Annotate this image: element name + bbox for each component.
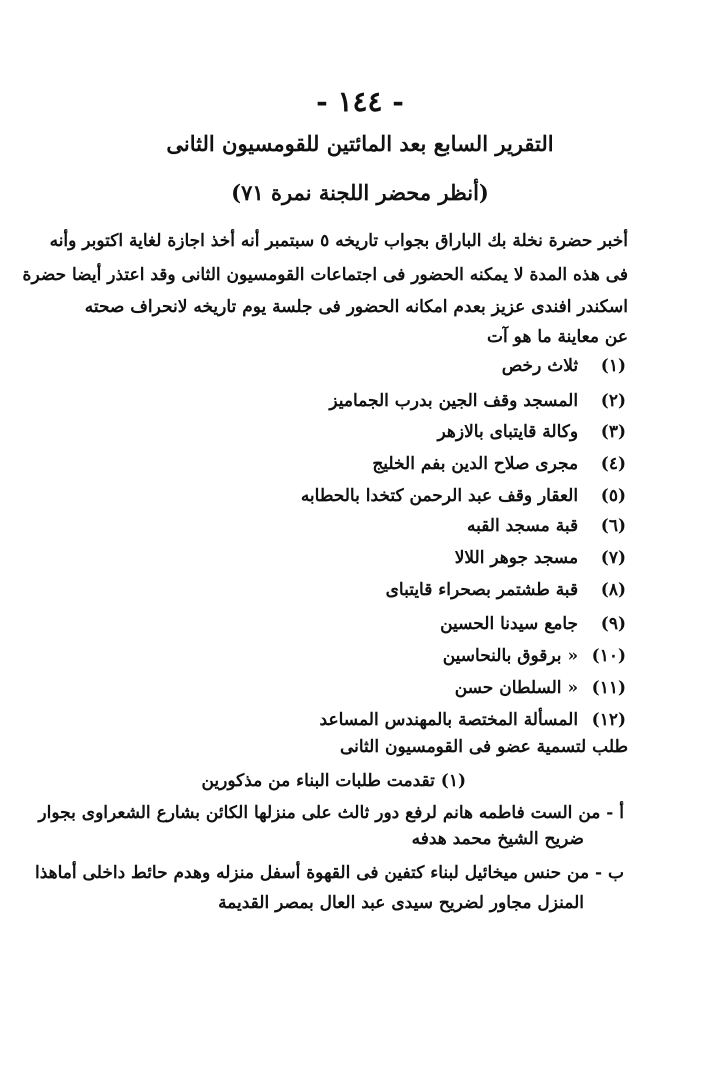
request-line bbox=[38, 800, 624, 826]
paragraph-line: عن معاينة ما هو آت bbox=[487, 327, 628, 347]
item-number: (١) bbox=[600, 356, 626, 376]
agenda-item bbox=[301, 482, 626, 510]
report-title: التقرير السابع بعد المائتين للقومسيون الثانى bbox=[166, 131, 554, 156]
naming-request-line: طلب لتسمية عضو فى القومسيون الثانى bbox=[339, 737, 628, 757]
item-text: مسجد جوهر اللالا bbox=[454, 548, 579, 568]
requests-heading: (١) تقدمت طلبات البناء من مذكورين bbox=[201, 771, 466, 791]
item-number: (٦) bbox=[600, 516, 626, 536]
agenda-item bbox=[467, 512, 626, 540]
request-text: من الست فاطمه هانم لرفع دور ثالث على منزلها الكائن بشارع الشعراوى بجوار bbox=[38, 803, 601, 823]
request-text: من حنس ميخائيل لبناء كتفين فى القهوة أسفل منزله وهدم حائط داخلى أماهذا bbox=[35, 863, 590, 883]
item-text: ثلاث رخص bbox=[501, 356, 579, 376]
item-text: المسألة المختصة بالمهندس المساعد bbox=[319, 710, 579, 730]
item-number: (٥) bbox=[600, 486, 626, 506]
agenda-item bbox=[386, 576, 626, 604]
agenda-item bbox=[372, 450, 626, 478]
item-number: (٨) bbox=[600, 580, 626, 600]
item-text: « برقوق بالنحاسين bbox=[442, 646, 579, 666]
item-text: العقار وقف عبد الرحمن كتخدا بالحطابه bbox=[300, 486, 579, 506]
item-text: جامع سيدنا الحسين bbox=[440, 614, 579, 634]
item-text: مجرى صلاح الدين بفم الخليج bbox=[372, 454, 579, 474]
item-text: قبة طشتمر بصحراء قايتباى bbox=[385, 580, 579, 600]
item-text: وكالة قايتباى بالازهر bbox=[437, 422, 579, 442]
item-number: (١١) bbox=[591, 678, 626, 698]
request-line-continued: المنزل مجاور لضريح سيدى عبد العال بمصر القديمة bbox=[218, 893, 584, 913]
page-number: - ١٤٤ - bbox=[316, 85, 404, 118]
item-text: المسجد وقف الجين بدرب الجماميز bbox=[329, 391, 579, 411]
paragraph-line: أخبر حضرة نخلة بك الباراق بجواب تاريخه ٥ سبتمبر أنه أخذ اجازة لغاية اكتوبر وأنه bbox=[49, 231, 628, 251]
paragraph-line: اسكندر افندى عزيز بعدم امكانه الحضور فى جلسة يوم تاريخه لانحراف صحته bbox=[84, 297, 628, 317]
request-marker: ب - bbox=[595, 863, 624, 883]
agenda-item bbox=[443, 642, 626, 670]
agenda-item bbox=[329, 387, 626, 415]
request-marker: أ - bbox=[606, 803, 624, 823]
agenda-item bbox=[455, 544, 626, 572]
item-text: قبة مسجد القبه bbox=[466, 516, 579, 536]
item-number: (٤) bbox=[600, 454, 626, 474]
item-number: (١٠) bbox=[591, 646, 626, 666]
agenda-item bbox=[438, 418, 626, 446]
agenda-item bbox=[440, 610, 626, 638]
agenda-item bbox=[502, 352, 626, 380]
item-number: (٢) bbox=[600, 391, 626, 411]
item-number: (٣) bbox=[600, 422, 626, 442]
item-number: (٧) bbox=[600, 548, 626, 568]
paragraph-line: فى هذه المدة لا يمكنه الحضور فى اجتماعات القومسيون الثانى وقد اعتذر أيضا حضرة bbox=[22, 265, 628, 285]
committee-reference: (أنظر محضر اللجنة نمرة ٧١) bbox=[231, 180, 489, 205]
item-number: (١٢) bbox=[591, 710, 626, 730]
request-line bbox=[35, 860, 624, 886]
request-line-continued: ضريح الشيخ محمد هدفه bbox=[411, 829, 584, 849]
agenda-item bbox=[455, 674, 626, 702]
item-number: (٩) bbox=[600, 614, 626, 634]
agenda-item bbox=[320, 706, 626, 734]
item-text: « السلطان حسن bbox=[454, 678, 579, 698]
